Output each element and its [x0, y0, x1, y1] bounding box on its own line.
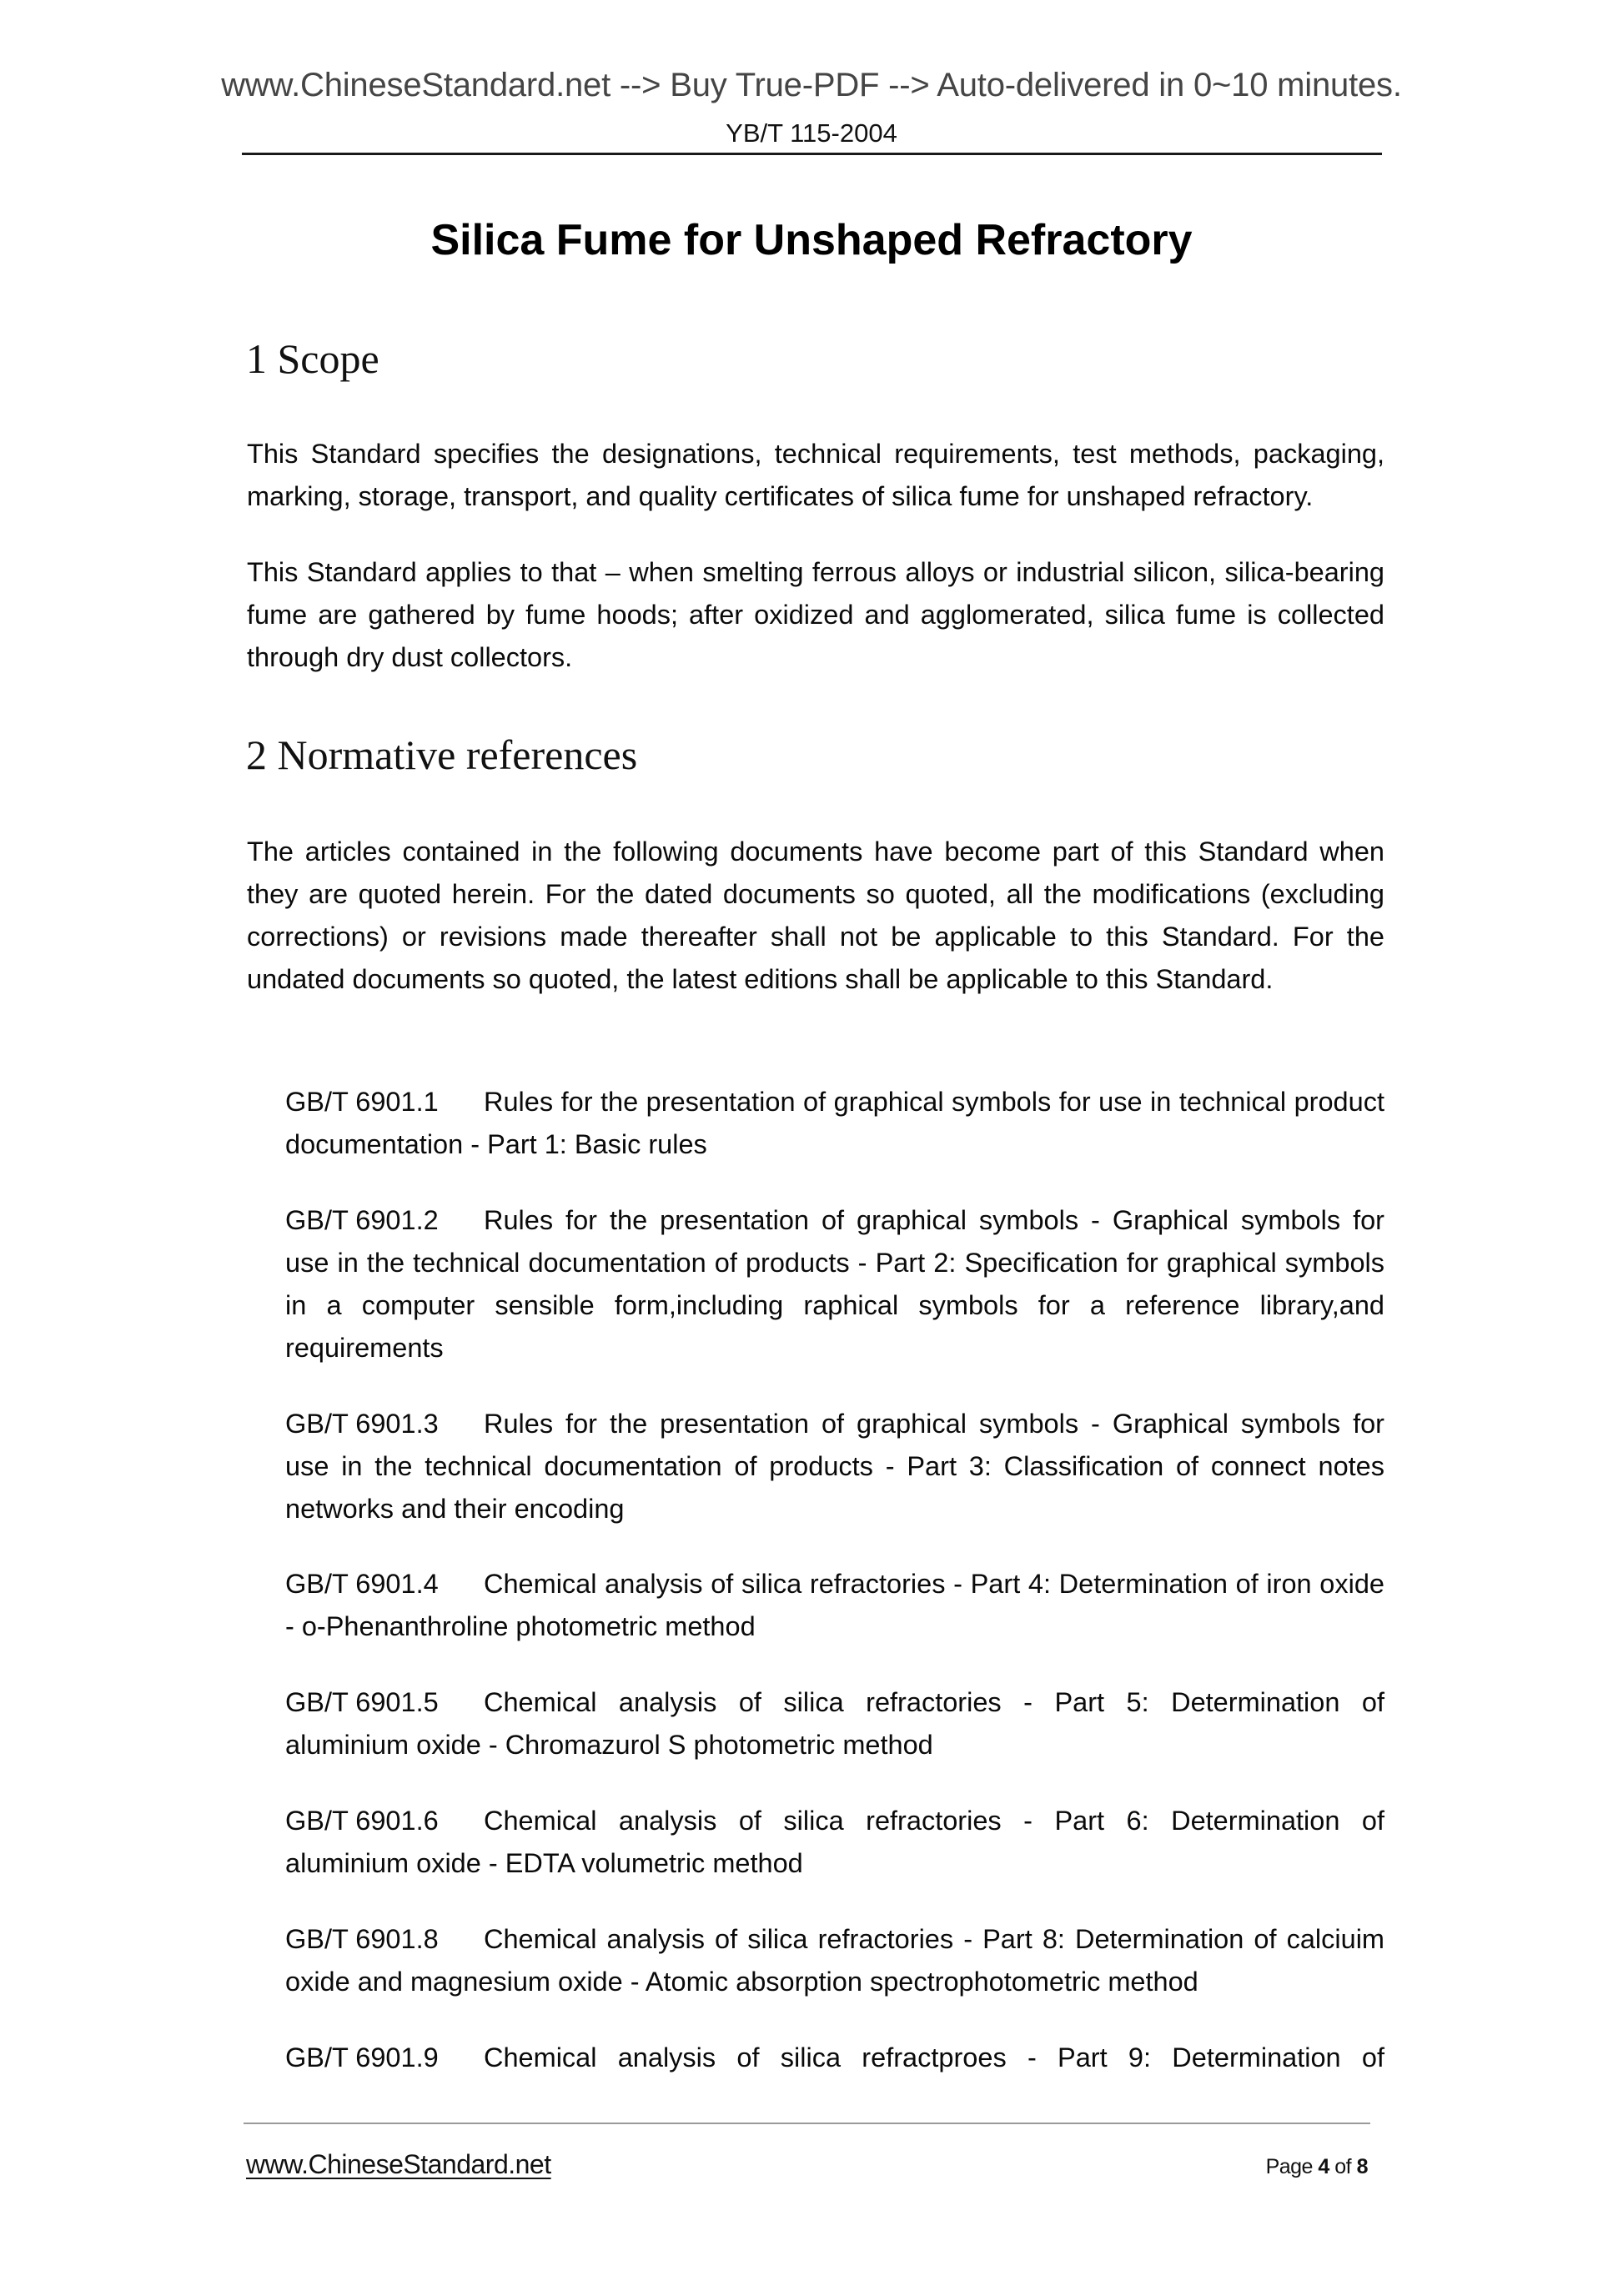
reference-item [285, 1681, 1384, 1766]
reference-item [285, 1800, 1384, 1885]
scope-paragraph-2: This Standard applies to that – when smelting ferrous alloys or industrial silicon, silica-bearing fume are gathered by fume hoods; after oxidized and agglomerated, silica fume is collected through dry dust collectors. [247, 557, 1384, 672]
section-heading-scope: 1 Scope [246, 335, 379, 382]
section-heading-normative-references: 2 Normative references [246, 731, 638, 778]
scope-paragraph-1: This Standard specifies the designations, technical requirements, test methods, packaging, marking, storage, transport, and quality certificates of silica fume for unshaped refractory. [247, 439, 1384, 511]
reference-code: GB/T 6901.5 [285, 1687, 439, 1717]
top-banner: www.ChineseStandard.net --> Buy True-PDF --> Auto-delivered in 0~10 minutes. [221, 67, 1402, 103]
reference-item [285, 1199, 1384, 1369]
page-of: of [1334, 2155, 1352, 2178]
reference-title: Chemical analysis of silica refractories - Part 4: Determination of iron oxide - o-Phenanthroline photometric method [285, 1569, 1384, 1641]
page-number [1266, 2153, 1368, 2180]
page-label: Page [1265, 2155, 1313, 2178]
reference-code: GB/T 6901.1 [285, 1087, 439, 1117]
reference-code: GB/T 6901.4 [285, 1569, 439, 1599]
document-title: Silica Fume for Unshaped Refractory [430, 216, 1193, 264]
reference-title: Chemical analysis of silica refractories - Part 8: Determination of calciuim oxide and magnesium oxide - Atomic absorption spectrophotometric method [285, 1924, 1384, 1997]
standard-code: YB/T 115-2004 [726, 118, 897, 148]
reference-code: GB/T 6901.6 [285, 1806, 439, 1836]
reference-code: GB/T 6901.3 [285, 1409, 439, 1439]
footer-website-link[interactable]: www.ChineseStandard.net [246, 2149, 551, 2179]
header-divider [242, 153, 1382, 155]
normative-intro-paragraph: The articles contained in the following documents have become part of this Standard when they are quoted herein. For the dated documents so quoted, all the modifications (excluding corrections) or revisions made thereafter shall not be applicable to this Standard. For the undated documents so quoted, the latest editions shall be applicable to this Standard. [247, 837, 1384, 994]
reference-code: GB/T 6901.8 [285, 1924, 439, 1954]
reference-title: Rules for the presentation of graphical symbols - Graphical symbols for use in the technical documentation of products - Part 2: Specification for graphical symbols in a computer sensible form,including raphical symbols for a reference library,and requirements [285, 1205, 1384, 1363]
reference-title: Chemical analysis of silica refractories - Part 6: Determination of aluminium oxide - EDTA volumetric method [285, 1806, 1384, 1878]
reference-code: GB/T 6901.2 [285, 1205, 439, 1235]
footer-divider [244, 2123, 1370, 2124]
page-total: 8 [1356, 2155, 1368, 2178]
reference-item [285, 1081, 1384, 1166]
reference-item [285, 1918, 1384, 2003]
reference-title: Chemical analysis of silica refractproes - Part 9: Determination of [484, 2042, 1384, 2072]
reference-item [285, 1403, 1384, 1530]
reference-title: Rules for the presentation of graphical symbols for use in technical product documentation - Part 1: Basic rules [285, 1087, 1384, 1159]
reference-code: GB/T 6901.9 [285, 2042, 439, 2072]
reference-item [285, 2037, 1384, 2079]
reference-title: Rules for the presentation of graphical symbols - Graphical symbols for use in the technical documentation of products - Part 3: Classification of connect notes networks and their encoding [285, 1409, 1384, 1524]
reference-item [285, 1563, 1384, 1648]
page-current: 4 [1318, 2155, 1329, 2178]
reference-title: Chemical analysis of silica refractories - Part 5: Determination of aluminium oxide - Chromazurol S photometric method [285, 1687, 1384, 1760]
